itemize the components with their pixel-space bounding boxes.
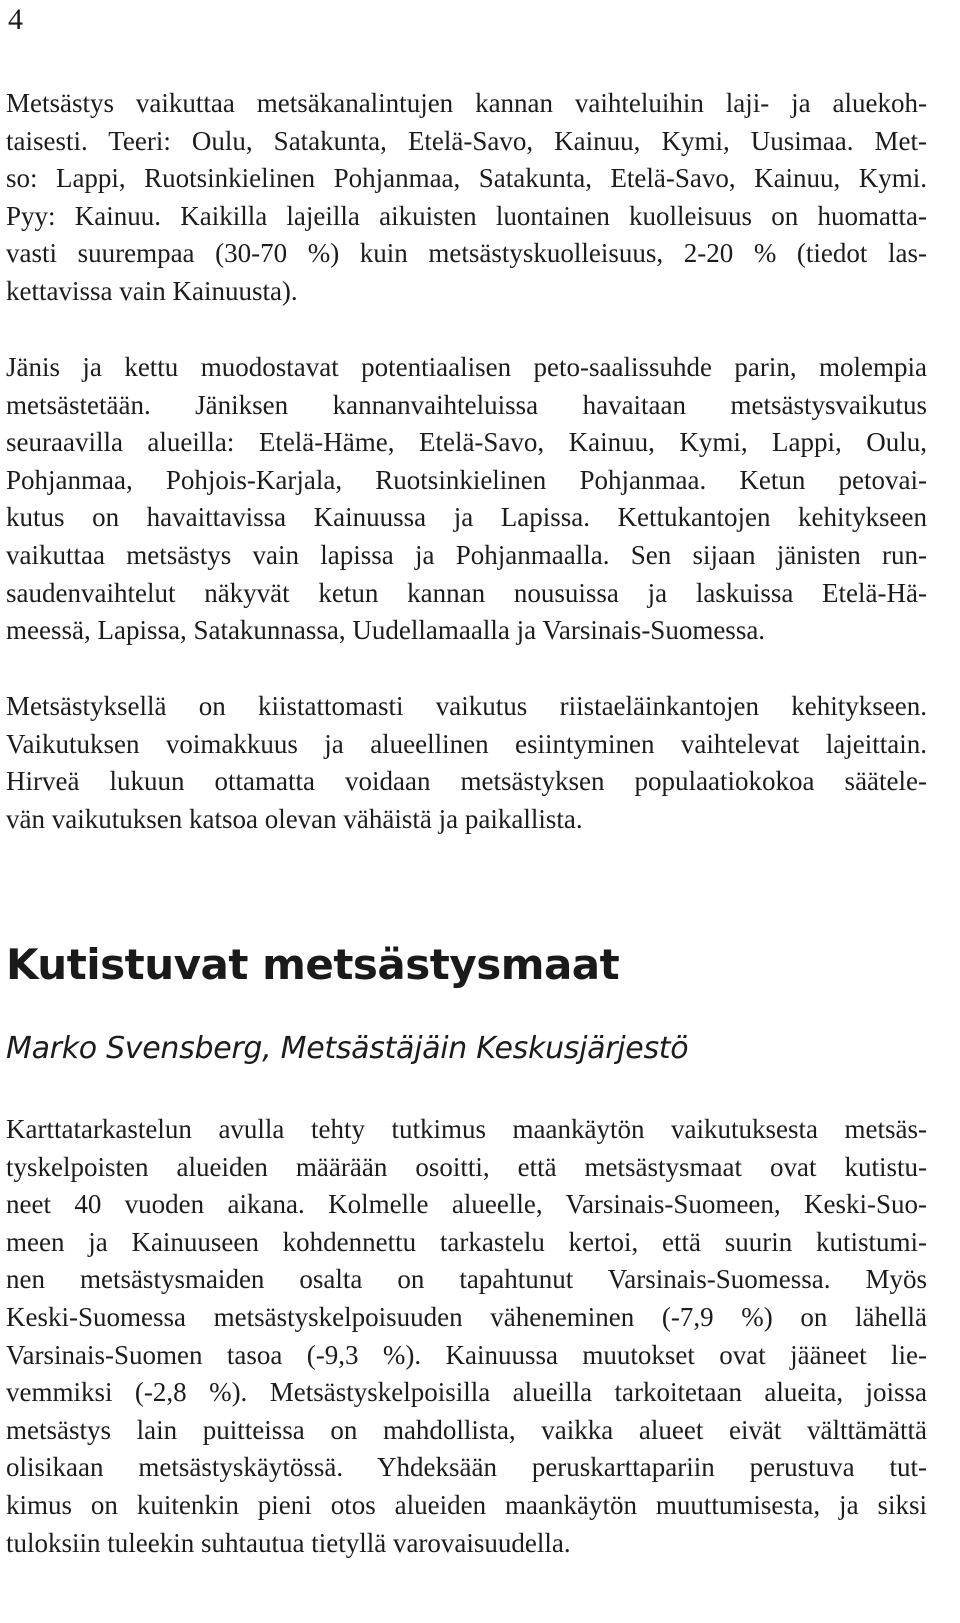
text-line: nen metsästysmaiden osalta on tapahtunut Varsinais-Suomessa. Myös bbox=[6, 1264, 927, 1295]
paragraph-2 bbox=[6, 349, 927, 650]
paragraph-3 bbox=[6, 688, 927, 838]
text-line: tyskelpoisten alueiden määrään osoitti, että metsästysmaat ovat kutistu- bbox=[6, 1151, 927, 1182]
text-line: Keski-Suomessa metsästyskelpoisuuden väheneminen (-7,9 %) on lähellä bbox=[6, 1301, 927, 1332]
text-line: vasti suurempaa (30-70 %) kuin metsästyskuolleisuus, 2-20 % (tiedot las- bbox=[6, 238, 927, 269]
text-line: Pohjanmaa, Pohjois-Karjala, Ruotsinkielinen Pohjanmaa. Ketun petovai- bbox=[6, 464, 927, 495]
text-line: vemmiksi (-2,8 %). Metsästyskelpoisilla alueilla tarkoitetaan alueita, joissa bbox=[6, 1377, 927, 1408]
text-line: Hirveä lukuun ottamatta voidaan metsästyksen populaatiokokoa säätele- bbox=[6, 766, 927, 797]
text-line: Metsästys vaikuttaa metsäkanalintujen kannan vaihteluihin laji- ja aluekoh- bbox=[6, 88, 927, 118]
text-line: Jänis ja kettu muodostavat potentiaalisen peto-saalissuhde parin, molempia bbox=[6, 352, 927, 382]
text-line: tuloksiin tuleekin suhtautua tietyllä varovaisuudella. bbox=[6, 1527, 571, 1558]
text-line: kimus on kuitenkin pieni otos alueiden maankäytön muuttumisesta, ja siksi bbox=[6, 1489, 927, 1520]
text-line: taisesti. Teeri: Oulu, Satakunta, Etelä-Savo, Kainuu, Kymi, Uusimaa. Met- bbox=[6, 125, 927, 156]
text-line: seuraavilla alueilla: Etelä-Häme, Etelä-Savo, Kainuu, Kymi, Lappi, Oulu, bbox=[6, 427, 927, 458]
text-line: olisikaan metsästyskäytössä. Yhdeksään peruskarttapariin perustuva tut- bbox=[6, 1452, 927, 1483]
text-line: metsästetään. Jäniksen kannanvaihteluissa havaitaan metsästysvaikutus bbox=[6, 389, 927, 420]
paragraph-1 bbox=[6, 85, 927, 311]
text-line: meessä, Lapissa, Satakunnassa, Uudellamaalla ja Varsinais-Suomessa. bbox=[6, 615, 766, 646]
article-body bbox=[6, 1111, 927, 1562]
text-line: kettavissa vain Kainuusta). bbox=[6, 275, 298, 306]
text-line: vaikuttaa metsästys vain lapissa ja Pohjanmaalla. Sen sijaan jänisten run- bbox=[6, 539, 927, 570]
article-byline: Marko Svensberg, Metsästäjäin Keskusjärjestö bbox=[6, 1031, 689, 1066]
text-line: Pyy: Kainuu. Kaikilla lajeilla aikuisten luontainen kuolleisuus on huomatta- bbox=[6, 200, 927, 231]
text-line: so: Lappi, Ruotsinkielinen Pohjanmaa, Satakunta, Etelä-Savo, Kainuu, Kymi. bbox=[6, 163, 927, 194]
text-line: saudenvaihtelut näkyvät ketun kannan nousuissa ja laskuissa Etelä-Hä- bbox=[6, 577, 927, 608]
text-line: kutus on havaittavissa Kainuussa ja Lapissa. Kettukantojen kehitykseen bbox=[6, 502, 927, 533]
text-line: vän vaikutuksen katsoa olevan vähäistä ja paikallista. bbox=[6, 803, 583, 834]
text-line: Metsästyksellä on kiistattomasti vaikutus riistaeläinkantojen kehitykseen. bbox=[6, 691, 927, 721]
text-line: neet 40 vuoden aikana. Kolmelle alueelle, Varsinais-Suomeen, Keski-Suo- bbox=[6, 1189, 927, 1220]
text-line: metsästys lain puitteissa on mahdollista, vaikka alueet eivät välttämättä bbox=[6, 1414, 927, 1445]
text-line: Vaikutuksen voimakkuus ja alueellinen esiintyminen vaihtelevat lajeittain. bbox=[6, 728, 927, 759]
article-title: Kutistuvat metsästysmaat bbox=[6, 940, 620, 989]
text-line: Varsinais-Suomen tasoa (-9,3 %). Kainuussa muutokset ovat jääneet lie- bbox=[6, 1339, 927, 1370]
text-line: meen ja Kainuuseen kohdennettu tarkastelu kertoi, että suurin kutistumi- bbox=[6, 1226, 927, 1257]
text-line: Karttatarkastelun avulla tehty tutkimus maankäytön vaikutuksesta metsäs- bbox=[6, 1114, 927, 1144]
page-number: 4 bbox=[8, 3, 23, 36]
